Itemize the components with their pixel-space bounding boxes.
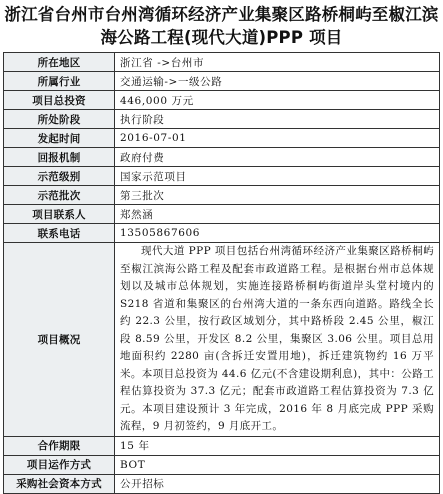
table-row — [4, 167, 440, 186]
row-value: 2016-07-01 — [115, 129, 440, 148]
row-label: 所处阶段 — [4, 110, 115, 129]
row-value: 交通运输->一级公路 — [115, 72, 440, 91]
table-row — [4, 455, 440, 474]
row-label: 合作期限 — [4, 436, 115, 455]
row-value: 第三批次 — [115, 186, 440, 205]
row-label: 发起时间 — [4, 129, 115, 148]
table-row — [4, 53, 440, 72]
row-label: 项目总投资 — [4, 91, 115, 110]
row-label: 示范级别 — [4, 167, 115, 186]
page-title: 浙江省台州市台州湾循环经济产业集聚区路桥桐屿至椒江滨海公路工程(现代大道)PPP 项目 — [4, 5, 439, 47]
row-label: 所属行业 — [4, 72, 115, 91]
overview-text: 现代大道 PPP 项目包括台州湾循环经济产业集聚区路桥桐屿至椒江滨海公路工程及配套市政道路工程。是根据台州市总体规划以及城市总体规划，实施连接路桥桐屿街道岸头堂村境内的 S218 省道和集聚区的台州湾大道的一条东西向道路。路线全长约 22.3 公里，按行政区域划分，其中路桥段 2.45 公里，椒江段 8.59 公里，开发区 8.2 公里，集聚区 3.06 公里。项目总用地面积约 2280 亩(含拆迁安置用地)，拆迁建筑物约 16 万平米。本项目总投资为 44.6 亿元(不含建设期利息)，其中：公路工程估算投资为 37.3 亿元；配套市政道路工程估算投资为 7.3 亿元。本项目建设预计 3 年完成，2016 年 8 月底完成 PPP 采购流程，9 月初签约，9 月底开工。 — [115, 243, 440, 437]
table-row — [4, 474, 440, 493]
row-label: 采购社会资本方式 — [4, 474, 115, 493]
row-label: 所在地区 — [4, 53, 115, 72]
row-value: 政府付费 — [115, 148, 440, 167]
table-row — [4, 72, 440, 91]
table-row — [4, 224, 440, 243]
row-value: 郑然涵 — [115, 205, 440, 224]
table-row — [4, 129, 440, 148]
table-row — [4, 148, 440, 167]
row-value: 执行阶段 — [115, 110, 440, 129]
row-label: 项目联系人 — [4, 205, 115, 224]
table-row — [4, 186, 440, 205]
row-value: BOT — [115, 455, 440, 474]
row-label: 示范批次 — [4, 186, 115, 205]
row-label: 联系电话 — [4, 224, 115, 243]
row-value: 浙江省 ->台州市 — [115, 53, 440, 72]
row-value: 公开招标 — [115, 474, 440, 493]
table-row — [4, 110, 440, 129]
table-row — [4, 205, 440, 224]
table-row — [4, 91, 440, 110]
overview-row — [4, 243, 440, 437]
row-label: 项目运作方式 — [4, 455, 115, 474]
project-info-table — [3, 52, 440, 494]
row-label: 回报机制 — [4, 148, 115, 167]
row-value: 15 年 — [115, 436, 440, 455]
table-row — [4, 436, 440, 455]
overview-label: 项目概况 — [4, 243, 115, 437]
row-value: 13505867606 — [115, 224, 440, 243]
row-value: 国家示范项目 — [115, 167, 440, 186]
row-value: 446,000 万元 — [115, 91, 440, 110]
